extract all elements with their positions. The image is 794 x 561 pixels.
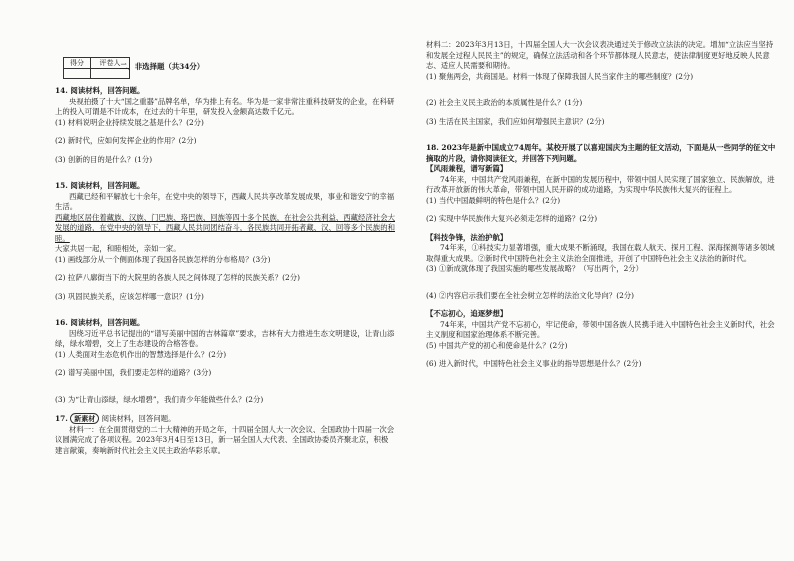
q17-sub2: (2) 社会主义民主政治的本质属性是什么？(1分) — [426, 98, 583, 107]
q17-material1: 材料一：在全面贯彻党的二十大精神的开局之年，十四届全国人大一次会议、全国政协十四届一次会议圆满完成了各项议程。2023年3月4日至13日，新一届全国人大代表、全国政协委员齐聚北京，积极建言献策，奏响新时代社会主义民主政治华彩乐章。 — [55, 424, 395, 455]
q18-section2-text: 74年来，①科技实力显著增强，重大成果不断涌现，我国在载人航天、探月工程、深海探测等诸多领域取得重大成果。②新时代中国特色社会主义法治全面推进，开创了中国特色社会主义法治的新时代。 — [426, 243, 775, 263]
q15-material-c: 大家共居一起，和睦相处，亲如一家。 — [55, 244, 181, 253]
q15-sub1: (1) 画线部分从一个侧面体现了我国各民族怎样的分布格局？(3分) — [55, 254, 271, 264]
left-column — [55, 86, 395, 456]
q16-title: 16. 阅读材料，回答问题。 — [55, 318, 145, 327]
q17-title — [55, 413, 395, 425]
q18-section3-title: 【不忘初心，追逐梦想】 — [426, 309, 508, 318]
q18-section1-title: 【风雨兼程，谱写新篇】 — [426, 164, 508, 173]
q17-sub3: (3) 生活在民主国家，我们应如何增强民主意识？(2分) — [426, 116, 605, 126]
right-column — [426, 40, 776, 370]
q18-section3-text: 74年来，中国共产党不忘初心，牢记使命，带领中国各族人民携手进入中国特色社会主义新时代，社会主义制度和国家治理体系不断完善。 — [426, 319, 775, 339]
q18-sub2: (2) 实现中华民族伟大复兴必须走怎样的道路？(2分) — [426, 214, 598, 223]
q18-sub3: (3) ①新成就体现了我国实施的哪些发展战略？（写出两个，2分） — [426, 264, 644, 273]
new-material-badge: 新素材 — [70, 413, 99, 424]
q17-number: 17. — [55, 414, 68, 423]
q18-sub1: (1) 当代中国最鲜明的特色是什么？(2分) — [426, 195, 561, 205]
q14-title: 14. 阅读材料，回答问题。 — [55, 86, 145, 95]
grader-label: 评卷人 — [91, 58, 130, 69]
q17-sub1: (1) 聚焦两会，共商国是。材料一体现了保障我国人民当家作主的哪些制度？(2分) — [426, 71, 694, 81]
q14-sub1: (1) 材料说明企业持续发展之基是什么？(2分) — [55, 117, 204, 127]
q14-sub2: (2) 新时代，应如何发挥企业的作用？(2分) — [55, 136, 197, 145]
q16-sub1: (1) 人类面对生态危机作出的智慧选择是什么？(2分) — [55, 349, 227, 359]
score-cell[interactable] — [64, 69, 91, 79]
q14-sub3: (3) 创新的目的是什么？(1分) — [55, 154, 153, 164]
q18-sub5: (5) 中国共产党的初心和使命是什么？(2分) — [426, 340, 568, 350]
q18-section2-title: 【科技争锋，法治护航】 — [426, 232, 508, 242]
q16-material: 因绕习近平总书记提出的“谱写美丽中国的吉林篇章”要求，吉林有大力推进生态文明建设，让青山添绿，绿水增碧，交上了生态建设的合格答卷。 — [55, 328, 395, 348]
q18-sub4: (4) ②内容启示我们要在全社会树立怎样的法治文化导向？(2分) — [426, 290, 635, 300]
q15-sub2: (2) 拉萨八廓街当下的大院里的各族人民之间体现了怎样的民族关系？(2分) — [55, 273, 301, 282]
q16-sub3: (3) 为“让青山添绿，绿水增碧”，我们青少年能做些什么？(2分) — [55, 394, 264, 404]
q15-material-b: 西藏地区居住着藏族、汉族、门巴族、珞巴族、回族等四十多个民族，在社会公共利益、西藏经济社会大发展的道路，在党中央的领导下，西藏人民共同团结奋斗，各民族共同开拓者藏、汉、回等多个民族的和睦。 — [55, 212, 395, 243]
q15-sub3: (3) 巩固民族关系，应该怎样哪一意识？(1分) — [55, 291, 204, 301]
q15-title: 15. 阅读材料，回答问题。 — [55, 181, 145, 190]
section-title: 二、非选择题（共34分） — [120, 62, 205, 71]
q18-section1-text: 74年来，中国共产党风雨兼程，在新中国的发展历程中，带领中国人民实现了国家独立、民族解放，进行改革开放新的伟大革命，带领中国人民开辟的成功道路，为实现中华民族伟大复兴的征程上。 — [426, 174, 775, 194]
q18-sub6: (6) 进入新时代，中国特色社会主义事业的指导思想是什么？(2分) — [426, 359, 642, 368]
q16-sub2: (2) 谱写美丽中国，我们要走怎样的道路？(3分) — [55, 368, 212, 377]
score-label: 得分 — [64, 58, 91, 69]
q14-material: 央视拍摄了十大“国之重器”品牌名单，华为排上有名。华为是一家非常注重科技研发的企业，在科研上的投入可谓是不计成本，在过去的十年里，研发投入金额高达数千亿元。 — [55, 96, 395, 116]
q17-title-text: 阅读材料，回答问题。 — [101, 414, 176, 423]
q17-material2: 材料二：2023年3月13日，十四届全国人大一次会议表决通过关于修改立法法的决定。增加“立法应当坚持和发展全过程人民民主”的规定，确保立法活动和各个环节都体现人民意志，使法律制度更好地反映人民意志、适应人民需要和期待。 — [426, 40, 774, 70]
q15-material-a: 西藏已经和平解放七十余年，在党中央的领导下，西藏人民共享改革发展成果，事业和谐安宁的幸福生活。 — [55, 191, 395, 211]
q18-title: 18. 2023年是新中国成立74周年。某校开展了以喜迎国庆为主题的征文活动，下面是从一些同学的征文中摘取的片段，请你阅读征文，并回答下列问题。 — [426, 143, 776, 163]
